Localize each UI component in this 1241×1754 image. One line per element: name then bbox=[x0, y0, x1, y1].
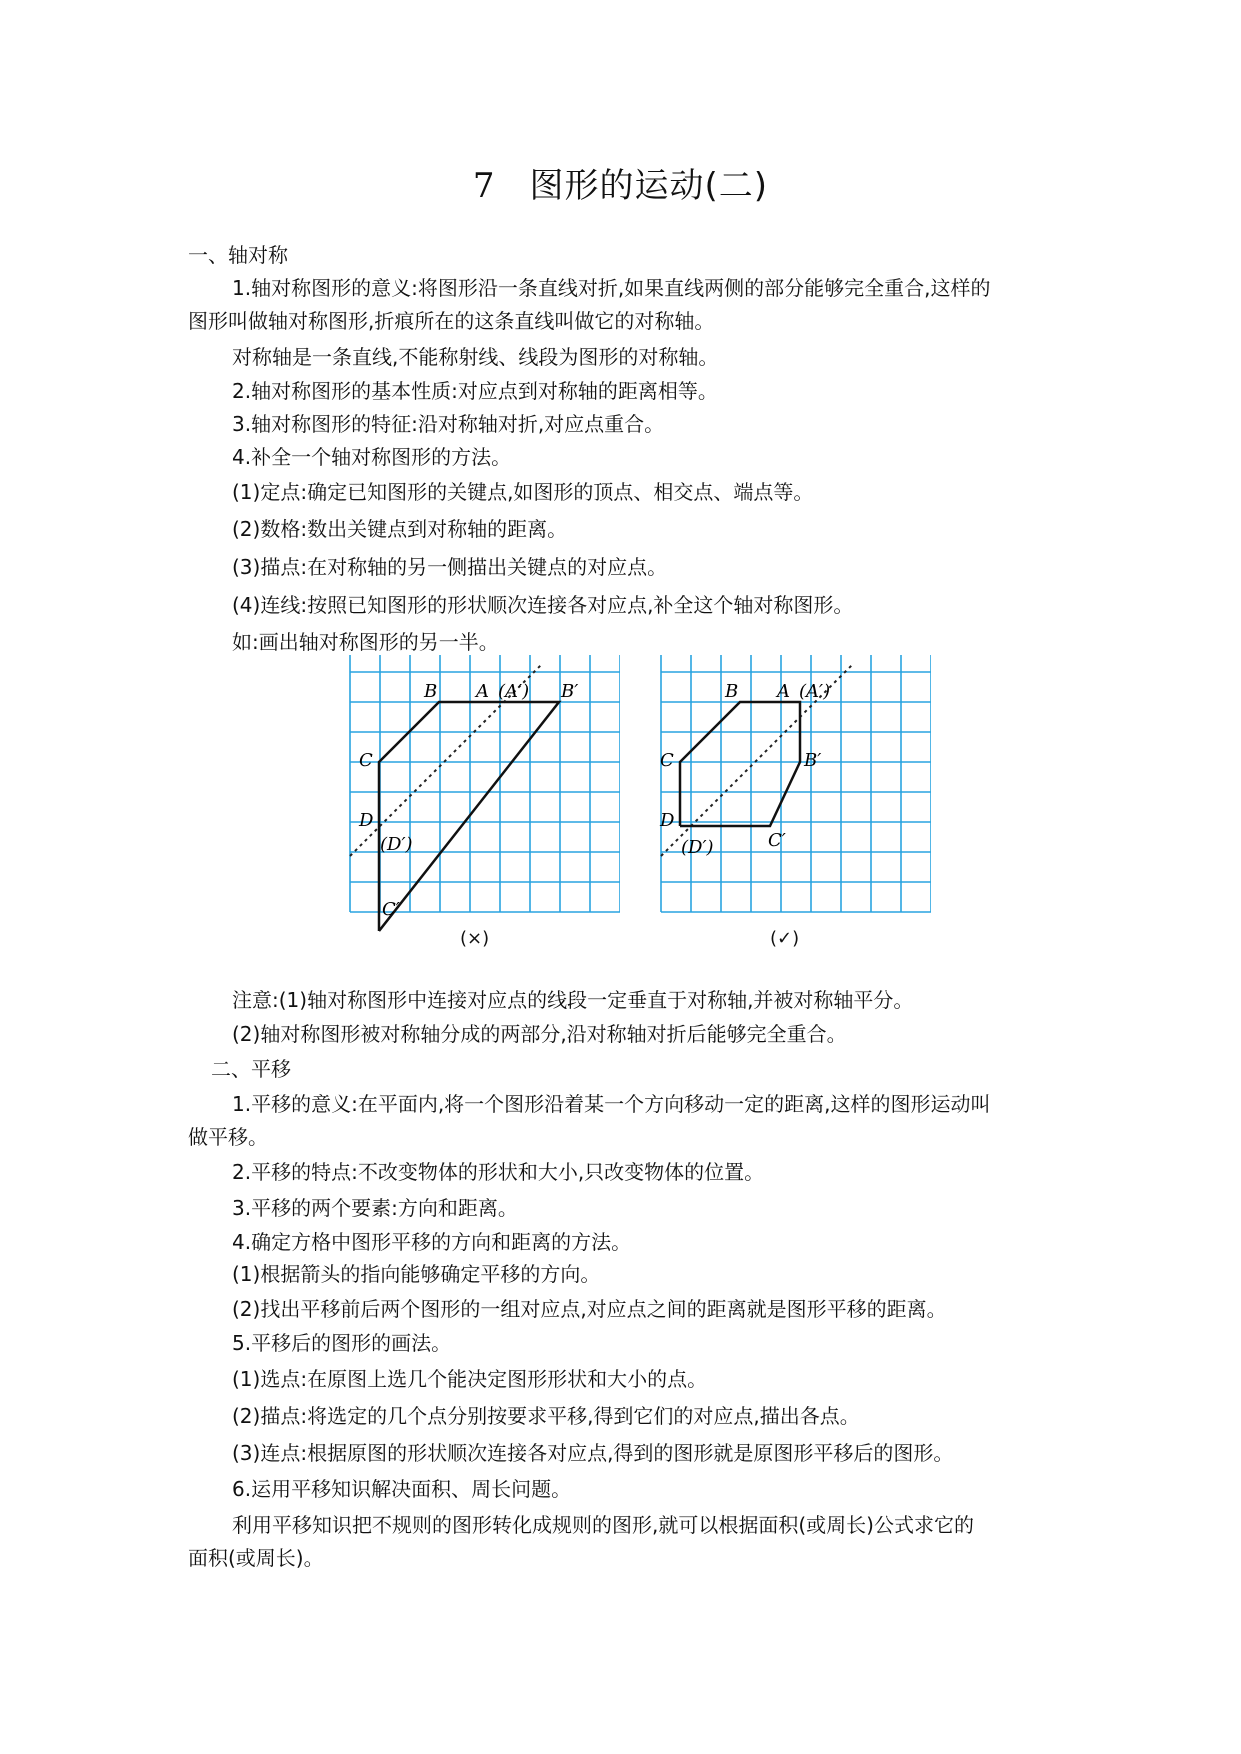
paragraph-definition-line2: 图形叫做轴对称图形,折痕所在的这条直线叫做它的对称轴。 bbox=[188, 309, 715, 333]
paragraph-translation-feature: 2.平移的特点:不改变物体的形状和大小,只改变物体的位置。 bbox=[232, 1160, 765, 1184]
paragraph-axis-note: 对称轴是一条直线,不能称射线、线段为图形的对称轴。 bbox=[232, 345, 719, 369]
paragraph-feature: 3.轴对称图形的特征:沿对称轴对折,对应点重合。 bbox=[232, 412, 665, 436]
paragraph-step4: (4)连线:按照已知图形的形状顺次连接各对应点,补全这个轴对称图形。 bbox=[232, 593, 854, 617]
label-B: B bbox=[424, 681, 438, 702]
paragraph-drawing-step3: (3)连点:根据原图的形状顺次连接各对应点,得到的图形就是原图形平移后的图形。 bbox=[232, 1441, 954, 1465]
figure-wrong-example bbox=[340, 655, 620, 955]
chapter-number: 7 bbox=[472, 166, 496, 206]
caption-correct: (✓) bbox=[770, 928, 800, 949]
paragraph-translation-definition-line1: 1.平移的意义:在平面内,将一个图形沿着某一个方向移动一定的距离,这样的图形运动叫 bbox=[232, 1092, 991, 1116]
label-C: C bbox=[359, 750, 373, 771]
label-D-prime: (D′) bbox=[380, 834, 413, 855]
paragraph-drawing-step2: (2)描点:将选定的几个点分别按要求平移,得到它们的对应点,描出各点。 bbox=[232, 1404, 860, 1428]
paragraph-note2: (2)轴对称图形被对称轴分成的两部分,沿对称轴对折后能够完全重合。 bbox=[232, 1022, 847, 1046]
label-A-prime: (A′) bbox=[498, 681, 530, 702]
grid-right bbox=[661, 655, 931, 912]
shape-right bbox=[680, 702, 800, 826]
paragraph-translation-elements: 3.平移的两个要素:方向和距离。 bbox=[232, 1196, 518, 1220]
page-title bbox=[0, 158, 1241, 207]
section-heading-axial-symmetry: 一、轴对称 bbox=[188, 243, 288, 267]
label-C: C bbox=[660, 750, 674, 771]
label-B-prime: B′ bbox=[804, 750, 822, 771]
paragraph-translation-method: 4.确定方格中图形平移的方向和距离的方法。 bbox=[232, 1230, 632, 1254]
label-A: A bbox=[777, 681, 790, 702]
label-A-prime: (A′) bbox=[799, 681, 831, 702]
label-B: B bbox=[725, 681, 739, 702]
paragraph-translation-definition-line2: 做平移。 bbox=[188, 1125, 268, 1149]
label-A: A bbox=[476, 681, 489, 702]
paragraph-area-perimeter: 6.运用平移知识解决面积、周长问题。 bbox=[232, 1477, 572, 1501]
label-D: D bbox=[660, 810, 675, 831]
figure-correct-example bbox=[651, 655, 931, 955]
paragraph-method: 4.补全一个轴对称图形的方法。 bbox=[232, 445, 512, 469]
paragraph-step1: (1)定点:确定已知图形的关键点,如图形的顶点、相交点、端点等。 bbox=[232, 480, 814, 504]
label-C-prime: C′ bbox=[768, 830, 786, 851]
label-B-prime: B′ bbox=[561, 681, 579, 702]
paragraph-transform-line1: 利用平移知识把不规则的图形转化成规则的图形,就可以根据面积(或周长)公式求它的 bbox=[232, 1513, 974, 1537]
caption-wrong: (×) bbox=[460, 928, 490, 949]
paragraph-drawing-step1: (1)选点:在原图上选几个能决定图形形状和大小的点。 bbox=[232, 1367, 708, 1391]
label-D: D bbox=[359, 810, 374, 831]
paragraph-example: 如:画出轴对称图形的另一半。 bbox=[232, 630, 499, 654]
paragraph-step2: (2)数格:数出关键点到对称轴的距离。 bbox=[232, 517, 568, 541]
paragraph-step3: (3)描点:在对称轴的另一侧描出关键点的对应点。 bbox=[232, 555, 668, 579]
paragraph-translation-step2: (2)找出平移前后两个图形的一组对应点,对应点之间的距离就是图形平移的距离。 bbox=[232, 1297, 947, 1321]
paragraph-transform-line2: 面积(或周长)。 bbox=[188, 1546, 324, 1570]
label-D-prime: (D′) bbox=[681, 837, 714, 858]
paragraph-property: 2.轴对称图形的基本性质:对应点到对称轴的距离相等。 bbox=[232, 379, 718, 403]
paragraph-translation-step1: (1)根据箭头的指向能够确定平移的方向。 bbox=[232, 1262, 601, 1286]
paragraph-note1: 注意:(1)轴对称图形中连接对应点的线段一定垂直于对称轴,并被对称轴平分。 bbox=[232, 988, 914, 1012]
section-heading-translation: 二、平移 bbox=[211, 1057, 291, 1081]
paragraph-drawing-method: 5.平移后的图形的画法。 bbox=[232, 1331, 452, 1355]
chapter-title: 图形的运动(二) bbox=[529, 166, 769, 206]
paragraph-definition-line1: 1.轴对称图形的意义:将图形沿一条直线对折,如果直线两侧的部分能够完全重合,这样的 bbox=[232, 276, 991, 300]
label-C-prime: C′ bbox=[382, 899, 400, 920]
